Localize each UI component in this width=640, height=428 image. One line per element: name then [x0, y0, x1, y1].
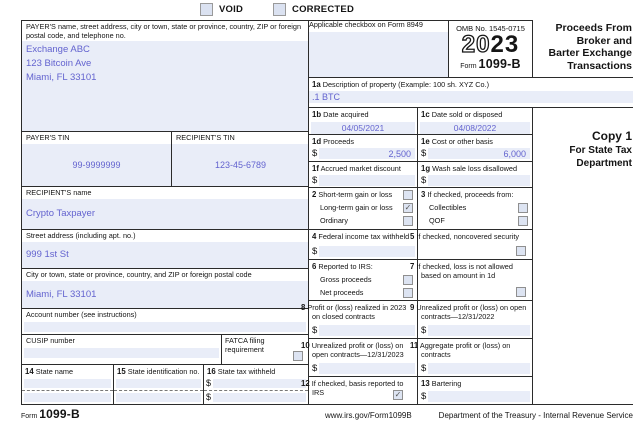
- box1c-number: 1c: [421, 110, 430, 119]
- omb-number: OMB No. 1545-0715: [456, 24, 525, 33]
- recipient-tin-field[interactable]: [172, 144, 309, 186]
- state-tax-field-2[interactable]: [213, 393, 306, 402]
- city-label: City or town, state or province, country, and ZIP or foreign postal code: [26, 270, 252, 279]
- box1d-label: Proceeds: [323, 137, 354, 146]
- recipient-tin-label: RECIPIENT'S TIN: [176, 133, 235, 142]
- cost-basis-value: 6,000: [503, 148, 526, 159]
- payer-info-box: [22, 21, 308, 131]
- account-number-label: Account number (see instructions): [26, 310, 137, 319]
- box15-state-id: [113, 365, 203, 404]
- copy-label: Copy 1: [591, 129, 632, 143]
- box2-gain-type: [309, 188, 418, 229]
- box1g-number: 1g: [421, 164, 431, 173]
- footer-form-number: Form 1099-B: [21, 407, 80, 421]
- form-number-line: Form 1099-B: [460, 57, 521, 71]
- box11-number: 11: [410, 341, 419, 350]
- short-term-label: Short-term gain or loss: [318, 190, 393, 199]
- ordinary-label: Ordinary: [320, 216, 348, 225]
- box13-label: Bartering: [431, 379, 462, 388]
- payer-tin-value: 99-9999999: [72, 159, 121, 170]
- box8-number: 8: [301, 303, 306, 312]
- recipient-tin-box: [171, 132, 309, 186]
- long-term-checkbox[interactable]: ✓: [404, 202, 412, 212]
- cusip-box: [22, 335, 221, 364]
- box1a-number: 1a: [312, 80, 321, 89]
- box3-number: 3: [421, 190, 426, 199]
- box5-label: If checked, noncovered security: [416, 232, 519, 241]
- date-sold-field[interactable]: [420, 122, 530, 134]
- box9-number: 9: [410, 303, 415, 312]
- box15-label: State identification no.: [127, 367, 200, 376]
- payer-tin-field[interactable]: [22, 144, 171, 186]
- void-label: VOID: [219, 4, 244, 15]
- row-12-13: [301, 376, 532, 404]
- cusip-label: CUSIP number: [26, 336, 75, 345]
- box6-reported: [309, 260, 418, 300]
- box1c-date-sold: [418, 108, 532, 134]
- fatca-label: FATCA filing requirement: [225, 336, 265, 354]
- box5-number: 5: [410, 232, 415, 241]
- description-field[interactable]: [309, 91, 633, 103]
- dollar-sign: $: [421, 325, 427, 336]
- box7-loss-not-allowed: [410, 260, 532, 300]
- cost-basis-field[interactable]: [428, 148, 530, 159]
- box12-basis-reported: [301, 377, 418, 404]
- wash-sale-field[interactable]: [428, 175, 530, 186]
- loss-not-allowed-checkbox[interactable]: [516, 287, 526, 297]
- aggregate-field[interactable]: [428, 363, 530, 374]
- box5-noncovered: [410, 230, 532, 259]
- copy-for-label: For State Tax Department: [569, 145, 632, 169]
- box10-number: 10: [301, 341, 310, 350]
- collectibles-label: Collectibles: [429, 203, 467, 212]
- box1f-market-discount: [309, 162, 418, 187]
- box16-label: State tax withheld: [217, 367, 276, 376]
- box2-number: 2: [312, 190, 317, 199]
- box4-number: 4: [312, 232, 317, 241]
- payer-info-field[interactable]: [22, 41, 308, 131]
- net-proceeds-label: Net proceeds: [320, 288, 364, 297]
- payer-street-value: 123 Bitcoin Ave: [26, 58, 92, 70]
- box12-number: 12: [301, 379, 310, 388]
- fatca-box: [221, 335, 308, 364]
- corrected-label: CORRECTED: [292, 4, 354, 15]
- form8949-field[interactable]: [309, 32, 448, 78]
- form8949-label: Applicable checkbox on Form 8949: [309, 20, 423, 29]
- box13-bartering: [418, 377, 532, 404]
- noncovered-checkbox[interactable]: [516, 246, 526, 256]
- state-name-field-1[interactable]: [24, 379, 111, 388]
- payer-name-value: Exchange ABC: [26, 44, 90, 56]
- qof-checkbox[interactable]: [518, 216, 528, 226]
- dollar-sign: $: [421, 174, 427, 186]
- footer-agency: Department of the Treasury - Internal Revenue Service: [438, 411, 633, 420]
- box6-label: Reported to IRS:: [318, 262, 373, 271]
- corrected-checkbox[interactable]: [273, 3, 286, 16]
- recipient-tin-value: 123-45-6789: [214, 159, 267, 170]
- box1g-wash-sale: [418, 162, 532, 187]
- box11-aggregate: [410, 339, 532, 376]
- dollar-sign: $: [421, 391, 427, 402]
- row-8-9: [301, 300, 532, 338]
- dollar-sign: $: [312, 325, 318, 336]
- account-number-field[interactable]: [24, 322, 306, 332]
- gross-proceeds-label: Gross proceeds: [320, 275, 372, 284]
- box13-number: 13: [421, 379, 430, 388]
- row-1f-1g: [309, 161, 532, 187]
- box1e-number: 1e: [421, 137, 430, 146]
- box3-label: If checked, proceeds from:: [427, 190, 514, 199]
- recipient-name-box: [22, 186, 308, 229]
- fatca-checkbox[interactable]: [293, 351, 303, 361]
- box16-state-tax: [203, 365, 308, 404]
- box14-number: 14: [25, 367, 34, 376]
- row-10-11: [301, 338, 532, 376]
- dollar-sign: $: [312, 148, 318, 159]
- form-title: Proceeds From Broker and Barter Exchange Transactions: [548, 22, 632, 72]
- proceeds-value: 2,500: [388, 148, 411, 159]
- open-contracts-2023-field[interactable]: [319, 363, 415, 374]
- footer-irs-url[interactable]: www.irs.gov/Form1099B: [325, 411, 412, 420]
- box1a-label: Description of property (Example: 100 sh. XYZ Co.): [322, 80, 489, 89]
- box14-state-name: [22, 365, 113, 404]
- dollar-sign: $: [206, 377, 212, 388]
- dollar-sign: $: [312, 246, 318, 257]
- state-boxes-row: [22, 364, 308, 404]
- row-4-5: [309, 229, 532, 259]
- date-acquired-value: 04/05/2021: [341, 122, 385, 133]
- payer-tin-label: PAYER'S TIN: [26, 133, 70, 142]
- payer-recipient-column: [21, 20, 308, 405]
- date-acquired-field[interactable]: [311, 122, 415, 134]
- street-address-label: Street address (including apt. no.): [26, 231, 136, 240]
- date-sold-value: 04/08/2022: [453, 122, 497, 133]
- payer-tin-box: [22, 132, 171, 186]
- box11-label: Aggregate profit or (loss) on contracts: [419, 341, 511, 359]
- cusip-field[interactable]: [24, 348, 219, 358]
- account-number-box: [22, 308, 308, 334]
- box8-label: Profit or (loss) realized in 2023 on closed contracts: [307, 303, 407, 321]
- box1a-description: [309, 77, 633, 108]
- state-name-field-2[interactable]: [24, 393, 111, 402]
- box1f-label: Accrued market discount: [320, 164, 401, 173]
- box3-proceeds-from: [418, 188, 532, 229]
- payer-city-value: Miami, FL 33101: [26, 72, 97, 84]
- state-id-field-1[interactable]: [116, 379, 201, 388]
- recipient-name-value: Crypto Taxpayer: [26, 208, 95, 220]
- header-row: [309, 21, 532, 78]
- row-1b-1c: [309, 108, 532, 134]
- description-value: .1 BTC: [312, 91, 341, 102]
- long-term-label: Long-term gain or loss: [320, 203, 393, 212]
- row-6-7: [309, 259, 532, 300]
- tin-row: [22, 131, 308, 186]
- dollar-sign: $: [421, 148, 427, 159]
- void-corrected-bar: [21, 3, 533, 16]
- box8-closed-contracts: [301, 301, 418, 338]
- state-tax-field-1[interactable]: [213, 379, 306, 388]
- box10-label: Unrealized profit or (loss) on open contracts—12/31/2023: [311, 341, 404, 359]
- qof-label: QOF: [429, 216, 445, 225]
- cusip-fatca-row: [22, 334, 308, 364]
- form8949-checkbox-box: [309, 21, 449, 78]
- street-address-box: [22, 229, 308, 268]
- box4-fed-tax: [309, 230, 418, 259]
- closed-contracts-field[interactable]: [319, 325, 415, 336]
- box1b-number: 1b: [312, 110, 322, 119]
- gross-proceeds-checkbox[interactable]: [403, 275, 413, 285]
- box9-label: Unrealized profit or (loss) on open contracts—12/31/2022: [416, 303, 527, 321]
- tax-year: 2023: [461, 31, 520, 58]
- city-value: Miami, FL 33101: [26, 288, 97, 300]
- box14-label: State name: [35, 367, 74, 376]
- box12-label: If checked, basis reported to IRS: [311, 379, 404, 397]
- box9-open-contracts-2022: [410, 301, 532, 338]
- bottom-rule: [533, 404, 633, 405]
- box7-label: If checked, loss is not allowed based on amount in 1d: [416, 262, 513, 280]
- ordinary-checkbox[interactable]: [403, 216, 413, 226]
- net-proceeds-checkbox[interactable]: [403, 288, 413, 298]
- box1c-label: Date sold or disposed: [431, 110, 503, 119]
- box1b-label: Date acquired: [323, 110, 369, 119]
- city-box: [22, 268, 308, 308]
- fed-tax-field[interactable]: [319, 246, 415, 257]
- dollar-sign: $: [312, 363, 318, 374]
- box1e-label: Cost or other basis: [431, 137, 493, 146]
- dollar-sign: $: [421, 363, 427, 374]
- basis-reported-checkbox[interactable]: ✓: [394, 390, 402, 399]
- box1e-cost-basis: [418, 135, 532, 161]
- box4-label: Federal income tax withheld: [318, 232, 410, 241]
- bartering-field[interactable]: [428, 391, 530, 402]
- dollar-sign: $: [312, 174, 318, 186]
- box1g-label: Wash sale loss disallowed: [432, 164, 518, 173]
- box16-number: 16: [207, 367, 216, 376]
- proceeds-field[interactable]: [319, 148, 415, 159]
- payer-info-label: PAYER'S name, street address, city or town, state or province, country, ZIP or foreign postal code, and telephone no.: [26, 22, 302, 40]
- recipient-name-label: RECIPIENT'S name: [26, 188, 92, 197]
- row-1d-1e: [309, 134, 532, 161]
- box6-number: 6: [312, 262, 317, 271]
- recipient-name-field[interactable]: [22, 199, 308, 229]
- dollar-sign: $: [206, 392, 212, 403]
- omb-year-box: [449, 21, 532, 78]
- box10-open-contracts-2023: [301, 339, 418, 376]
- collectibles-checkbox[interactable]: [518, 203, 528, 213]
- void-checkbox[interactable]: [200, 3, 213, 16]
- street-address-field[interactable]: [22, 242, 308, 268]
- state-id-field-2[interactable]: [116, 393, 201, 402]
- box7-number: 7: [410, 262, 415, 271]
- market-discount-field[interactable]: [319, 175, 415, 186]
- box15-number: 15: [117, 367, 126, 376]
- box1d-proceeds: [309, 135, 418, 161]
- short-term-checkbox[interactable]: [403, 190, 413, 200]
- box1b-date-acquired: [309, 108, 418, 134]
- open-contracts-2022-field[interactable]: [428, 325, 530, 336]
- street-address-value: 999 1st St: [26, 249, 69, 261]
- box1f-number: 1f: [312, 164, 319, 173]
- city-field[interactable]: [22, 281, 308, 308]
- box1d-number: 1d: [312, 137, 322, 146]
- row-2-3: [309, 187, 532, 229]
